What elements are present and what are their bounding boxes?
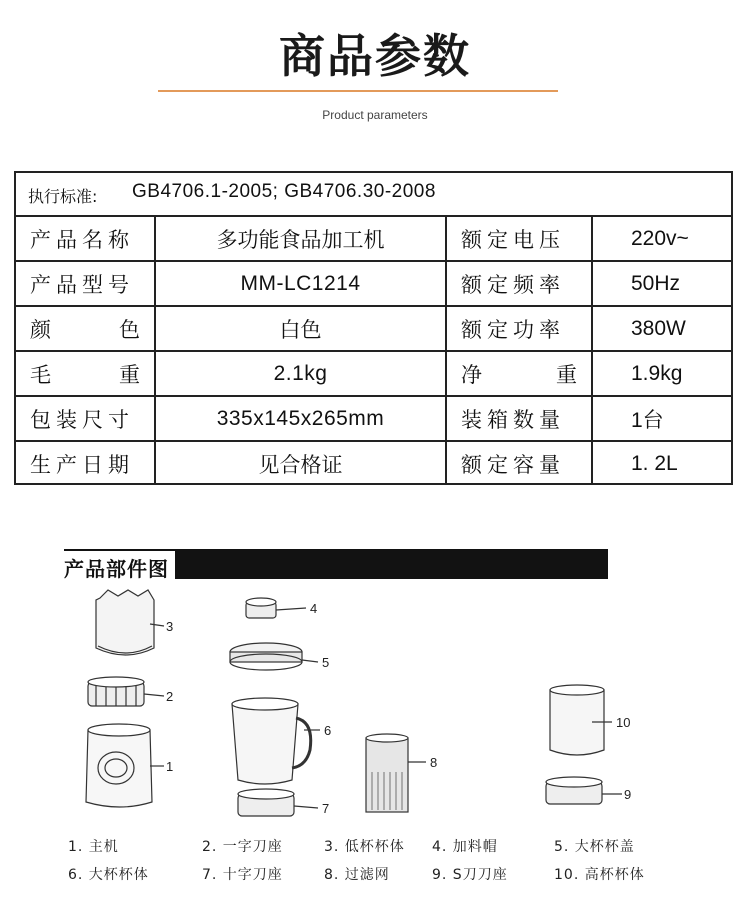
param-label-char: 色 — [119, 317, 140, 342]
page-title: 商品参数 — [279, 29, 471, 83]
table-row — [16, 397, 731, 442]
param-label-char: 重 — [119, 362, 140, 387]
title-divider — [158, 90, 558, 92]
param-label-char: 重 — [556, 362, 577, 387]
param-value: 2.1kg — [156, 352, 447, 395]
param-label: 额定电压 — [447, 217, 593, 260]
param-value: MM-LC1214 — [156, 262, 447, 305]
param-value: 1.9kg — [631, 361, 683, 385]
param-value: 见合格证 — [156, 442, 447, 485]
table-row — [16, 442, 731, 485]
param-label: 产品型号 — [16, 262, 156, 305]
param-value: 220v~ — [631, 226, 689, 250]
callout-number: 6 — [324, 723, 332, 738]
legend-item: 10. 高杯杯体 — [554, 867, 645, 883]
param-label: 包装尺寸 — [16, 397, 156, 440]
legend-item: 4. 加料帽 — [432, 839, 498, 855]
parts-diagram — [0, 580, 750, 836]
param-label: 额定容量 — [447, 442, 593, 485]
table-row — [16, 262, 731, 307]
legend-item: 2. 一字刀座 — [202, 839, 283, 855]
callout-number: 7 — [322, 801, 330, 816]
callout-number: 4 — [310, 601, 318, 616]
table-row — [16, 352, 731, 397]
standard-row — [16, 173, 731, 217]
param-value: 335x145x265mm — [156, 397, 447, 440]
page-subtitle: Product parameters — [322, 108, 428, 122]
parameters-table — [14, 171, 733, 485]
s-blade-base-illustration — [546, 777, 622, 804]
large-cup-lid-illustration — [230, 643, 318, 670]
standard-values: GB4706.1-2005; GB4706.30-2008 — [132, 181, 436, 202]
param-label: 额定功率 — [447, 307, 593, 350]
cross-blade-base-illustration — [238, 789, 318, 816]
callout-number: 1 — [166, 759, 174, 774]
param-label — [16, 352, 156, 395]
standard-label: 执行标准: — [28, 187, 98, 206]
legend-item: 9. S刀刀座 — [432, 867, 508, 883]
callout-number: 8 — [430, 755, 438, 770]
param-label-char: 毛 — [30, 362, 51, 387]
feed-cap-illustration — [246, 598, 306, 618]
legend-item: 1. 主机 — [68, 839, 119, 855]
main-unit-illustration — [86, 724, 164, 807]
legend-item: 7. 十字刀座 — [202, 867, 283, 883]
callout-number: 10 — [616, 715, 631, 730]
param-label: 额定频率 — [447, 262, 593, 305]
filter-mesh-illustration — [366, 734, 426, 812]
param-value: 1台 — [631, 408, 664, 432]
param-value: 多功能食品加工机 — [156, 217, 447, 260]
legend-item: 3. 低杯杯体 — [324, 839, 405, 855]
param-label: 生产日期 — [16, 442, 156, 485]
param-value: 1. 2L — [631, 451, 678, 475]
legend-row — [68, 864, 688, 892]
large-cup-illustration — [232, 698, 320, 784]
tall-cup-illustration — [550, 685, 612, 755]
callout-number: 3 — [166, 619, 174, 634]
callout-number: 5 — [322, 655, 330, 670]
callout-number: 9 — [624, 787, 632, 802]
callout-number: 2 — [166, 689, 174, 704]
param-value: 380W — [631, 316, 686, 340]
parts-legend — [68, 836, 688, 892]
param-value: 白色 — [156, 307, 447, 350]
flat-blade-base-illustration — [88, 677, 164, 706]
low-cup-illustration — [96, 590, 164, 655]
legend-item: 5. 大杯杯盖 — [554, 839, 635, 855]
param-value: 50Hz — [631, 271, 681, 295]
legend-item: 8. 过滤网 — [324, 867, 390, 883]
parts-title: 产品部件图 — [64, 551, 175, 584]
param-label-char: 净 — [461, 362, 482, 387]
legend-item: 6. 大杯杯体 — [68, 867, 149, 883]
param-label-char: 颜 — [30, 317, 51, 342]
param-label — [16, 307, 156, 350]
param-label: 产品名称 — [16, 217, 156, 260]
param-label — [447, 352, 593, 395]
table-row — [16, 307, 731, 352]
legend-row — [68, 836, 688, 864]
param-label: 装箱数量 — [447, 397, 593, 440]
table-row — [16, 217, 731, 262]
